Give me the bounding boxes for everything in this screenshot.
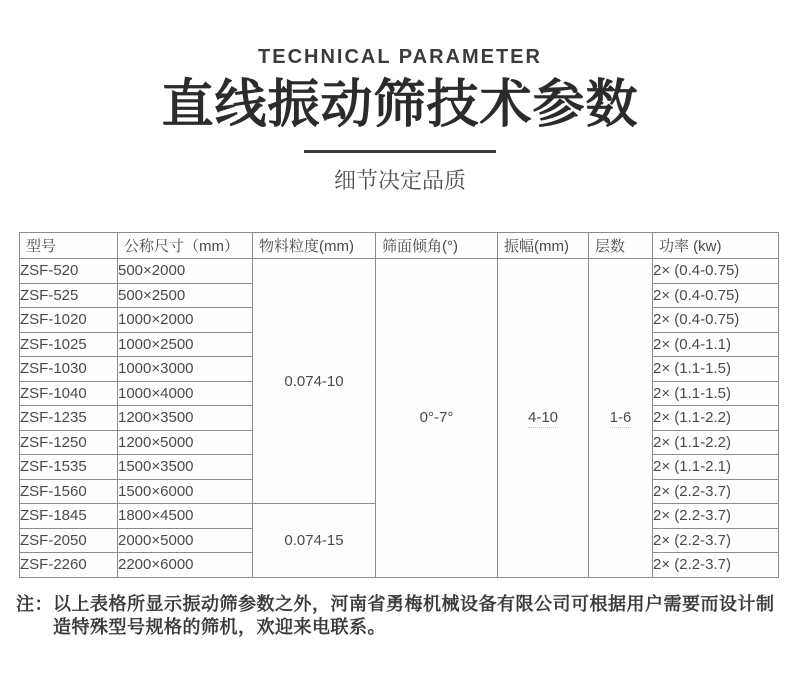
column-header-2: 物料粒度(mm): [253, 233, 376, 259]
eyebrow-title: TECHNICAL PARAMETER: [258, 46, 542, 68]
size-cell: 1500×6000: [118, 479, 253, 504]
column-header-5: 层数: [589, 233, 653, 259]
model-cell: ZSF-525: [20, 283, 118, 308]
power-cell: 2× (0.4-1.1): [653, 332, 779, 357]
model-cell: ZSF-1025: [20, 332, 118, 357]
size-cell: 1200×3500: [118, 406, 253, 431]
power-cell: 2× (0.4-0.75): [653, 308, 779, 333]
footnote-prefix: 注：: [16, 593, 53, 614]
title-divider: [304, 150, 496, 153]
power-cell: 2× (2.2-3.7): [653, 528, 779, 553]
model-cell: ZSF-1535: [20, 455, 118, 480]
layers-cell: [589, 259, 653, 578]
power-cell: 2× (2.2-3.7): [653, 553, 779, 578]
model-cell: ZSF-1235: [20, 406, 118, 431]
column-header-6: 功率 (kw): [653, 233, 779, 259]
size-cell: 1000×4000: [118, 381, 253, 406]
power-cell: 2× (0.4-0.75): [653, 283, 779, 308]
amplitude-cell: [498, 259, 589, 578]
page: [0, 46, 800, 639]
size-cell: 2200×6000: [118, 553, 253, 578]
size-cell: 2000×5000: [118, 528, 253, 553]
model-cell: ZSF-2050: [20, 528, 118, 553]
table-header-row: [20, 233, 779, 259]
column-header-1: 公称尺寸（mm）: [118, 233, 253, 259]
column-header-4: 振幅(mm): [498, 233, 589, 259]
size-cell: 500×2500: [118, 283, 253, 308]
model-cell: ZSF-1560: [20, 479, 118, 504]
model-cell: ZSF-1040: [20, 381, 118, 406]
table-header: [20, 233, 779, 259]
model-cell: ZSF-2260: [20, 553, 118, 578]
size-cell: 1000×2000: [118, 308, 253, 333]
subtitle: 细节决定品质: [333, 168, 466, 193]
footnote: [16, 593, 792, 639]
layers-cell-value: 1-6: [609, 409, 632, 427]
footnote-text: 以上表格所显示振动筛参数之外，河南省勇梅机械设备有限公司可根据用户需要而设计制造特殊型号规格的筛机，欢迎来电联系。: [53, 593, 775, 637]
size-cell: 1000×2500: [118, 332, 253, 357]
power-cell: 2× (2.2-3.7): [653, 479, 779, 504]
size-cell: 1800×4500: [118, 504, 253, 529]
amplitude-cell-value: 4-10: [527, 409, 559, 427]
power-cell: 2× (1.1-2.2): [653, 406, 779, 431]
particle-size-cell: 0.074-10: [253, 259, 376, 504]
power-cell: 2× (2.2-3.7): [653, 504, 779, 529]
power-cell: 2× (1.1-2.1): [653, 455, 779, 480]
page-title: 直线振动筛技术参数: [161, 76, 639, 134]
parameters-table: [19, 232, 779, 578]
power-cell: 2× (1.1-1.5): [653, 381, 779, 406]
size-cell: 1000×3000: [118, 357, 253, 382]
power-cell: 2× (1.1-2.2): [653, 430, 779, 455]
power-cell: 2× (1.1-1.5): [653, 357, 779, 382]
column-header-0: 型号: [20, 233, 118, 259]
model-cell: ZSF-1250: [20, 430, 118, 455]
model-cell: ZSF-1845: [20, 504, 118, 529]
size-cell: 500×2000: [118, 259, 253, 284]
column-header-3: 筛面倾角(°): [376, 233, 498, 259]
model-cell: ZSF-520: [20, 259, 118, 284]
size-cell: 1500×3500: [118, 455, 253, 480]
power-cell: 2× (0.4-0.75): [653, 259, 779, 284]
model-cell: ZSF-1030: [20, 357, 118, 382]
model-cell: ZSF-1020: [20, 308, 118, 333]
particle-size-cell: 0.074-15: [253, 504, 376, 578]
table-row: [20, 259, 779, 284]
incline-cell: 0°-7°: [376, 259, 498, 578]
size-cell: 1200×5000: [118, 430, 253, 455]
table-body: [20, 259, 779, 578]
